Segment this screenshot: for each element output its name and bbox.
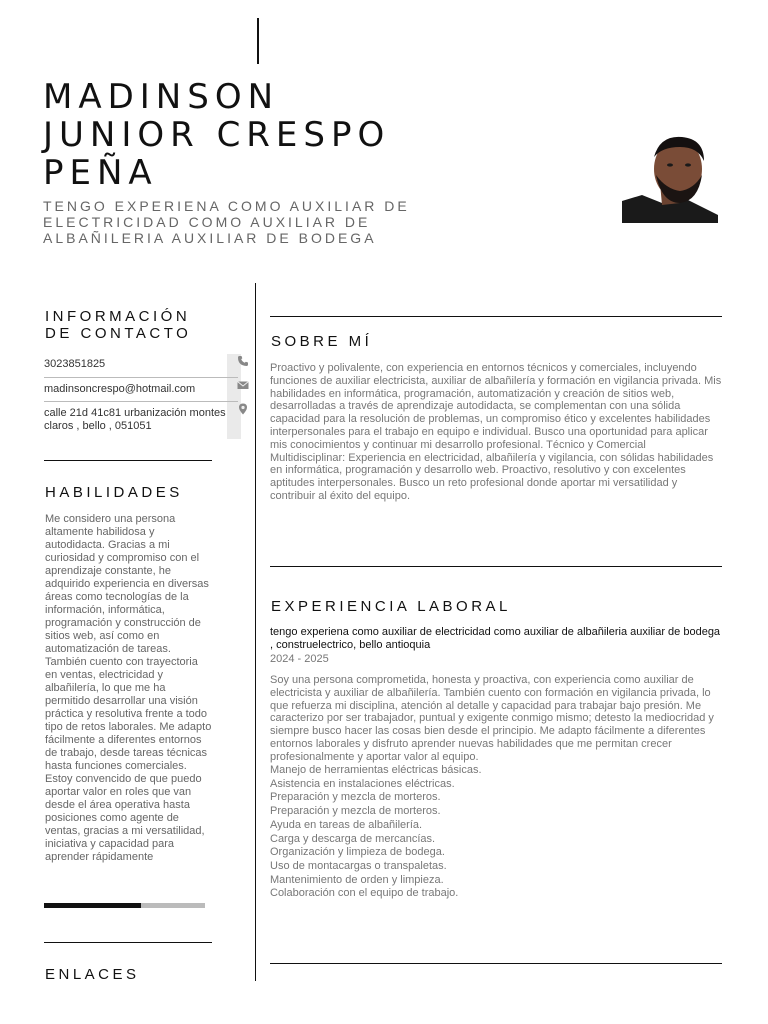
headline-line-3: ALBAÑILERIA AUXILIAR DE BODEGA bbox=[43, 230, 377, 246]
profile-photo bbox=[622, 133, 718, 223]
skills-text: Me considero una persona altamente habilidosa y autodidacta. Gracias a mi curiosidad y compromiso con el aprendizaje constante, he adquirido experiencia en diversas áreas como tecnologías de la información, informática, programación y construcción de sitios web, así como en automatización de tareas. También cuento con trayectoria en ventas, electricidad y albañilería, lo que me ha permitido desarrollar una visión práctica y resolutiva frente a todo tipo de retos laborales. Me adapto fácilmente a diferentes entornos de trabajo, desde tareas técnicas hasta funciones comerciales. Estoy convencido de que puedo aportar valor en roles que van desde el área operativa hasta posiciones como agente de ventas, gracias a mi versatilidad, iniciativa y capacidad para aprender rápidamente bbox=[45, 513, 212, 863]
section-divider bbox=[270, 316, 722, 317]
list-item: Preparación y mezcla de morteros. bbox=[270, 805, 441, 818]
header-divider bbox=[257, 18, 259, 64]
job-dates: 2024 - 2025 bbox=[270, 653, 329, 665]
contact-email[interactable]: madinsoncrespo@hotmail.com bbox=[44, 383, 196, 395]
list-item: Asistencia en instalaciones eléctricas. bbox=[270, 777, 455, 790]
contact-section-title bbox=[45, 308, 191, 342]
contact-address: calle 21d 41c81 urbanización montes claros , bello , 051051 bbox=[44, 407, 226, 432]
name-line-3: PEÑA bbox=[43, 153, 158, 193]
about-section-title: SOBRE MÍ bbox=[271, 333, 373, 350]
list-item: Manejo de herramientas eléctricas básicas. bbox=[270, 764, 482, 776]
headline-line-2: ELECTRICIDAD COMO AUXILIAR DE bbox=[43, 214, 371, 230]
list-item: Uso de montacargas o transpaletas. bbox=[270, 859, 447, 872]
contact-title-line-2: DE CONTACTO bbox=[45, 325, 192, 342]
phone-icon bbox=[237, 354, 249, 366]
headline bbox=[43, 198, 463, 246]
list-item: Preparación y mezcla de morteros. bbox=[270, 791, 441, 804]
links-section-title: ENLACES bbox=[45, 966, 140, 983]
contact-divider bbox=[44, 377, 238, 378]
skill-level-fill bbox=[44, 903, 141, 908]
contact-divider bbox=[44, 401, 238, 402]
skills-section-title: HABILIDADES bbox=[45, 484, 183, 501]
list-item: Colaboración con el equipo de trabajo. bbox=[270, 887, 459, 900]
full-name bbox=[43, 78, 390, 192]
contact-title-line-1: INFORMACIÓN bbox=[45, 308, 191, 325]
list-item: Organización y limpieza de bodega. bbox=[270, 846, 445, 859]
section-divider bbox=[270, 963, 722, 964]
job-task-list bbox=[270, 764, 482, 901]
about-text: Proactivo y polivalente, con experiencia en entornos técnicos y comerciales, incluyendo funciones de auxiliar electricista, auxiliar de albañilería y formación en vigilancia privada. Mis habilidades en informática, programación, automatización y creación de sitios web, desarrolladas a través de aprendizaje autodidacta, se complementan con una sólida capacidad para la resolución de problemas, un compromiso ético y excelentes habilidades interpersonales para el trabajo en equipo e individual. Busco una oportunidad para aplicar mis conocimientos y continuar mi desarrollo profesional. Técnico y Comercial Multidisciplinar: Experiencia en electricidad, albañilería y vigilancia, con sólidas habilidades en informática, programación y desarrollo web. Proactivo, resolutivo y con excelentes aptitudes interpersonales. Busco un reto profesional donde aportar mi versatilidad y contribuir al éxito del equipo. bbox=[270, 362, 722, 502]
job-description: Soy una persona comprometida, honesta y proactiva, con experiencia como auxiliar de electricista y auxiliar de albañilería. También cuento con formación en vigilancia privada, lo que refuerza mi disciplina, atención al detalle y capacidad para trabajar bajo presión. Me caracterizo por ser trabajador, puntual y exigente conmigo mismo; detesto la mediocridad y siempre busco hacer las cosas bien desde el principio. Me adapto fácilmente a diferentes entornos laborales y disfruto aprender nuevas habilidades que me permitan crecer profesionalmente y aportar valor al equipo. bbox=[270, 674, 714, 763]
job-title: tengo experiena como auxiliar de electricidad como auxiliar de albañileria auxiliar de bodega , construelectrico, bello antioquia bbox=[270, 626, 721, 651]
list-item: Mantenimiento de orden y limpieza. bbox=[270, 873, 444, 886]
list-item: Carga y descarga de mercancías. bbox=[270, 832, 436, 845]
section-divider bbox=[44, 942, 212, 943]
headline-line-1: TENGO EXPERIENA COMO AUXILIAR DE bbox=[43, 198, 410, 214]
contact-details bbox=[44, 354, 241, 439]
section-divider bbox=[44, 460, 212, 461]
experience-section-title: EXPERIENCIA LABORAL bbox=[271, 598, 511, 615]
mail-icon bbox=[237, 378, 249, 390]
list-item: Ayuda en tareas de albañilería. bbox=[270, 818, 423, 831]
location-pin-icon bbox=[237, 402, 249, 414]
column-divider bbox=[255, 283, 256, 981]
name-line-1: MADINSON bbox=[43, 77, 280, 117]
skill-level-bar bbox=[44, 903, 205, 908]
section-divider bbox=[270, 566, 722, 567]
name-line-2: JUNIOR CRESPO bbox=[43, 115, 391, 155]
contact-phone[interactable]: 3023851825 bbox=[44, 358, 106, 370]
